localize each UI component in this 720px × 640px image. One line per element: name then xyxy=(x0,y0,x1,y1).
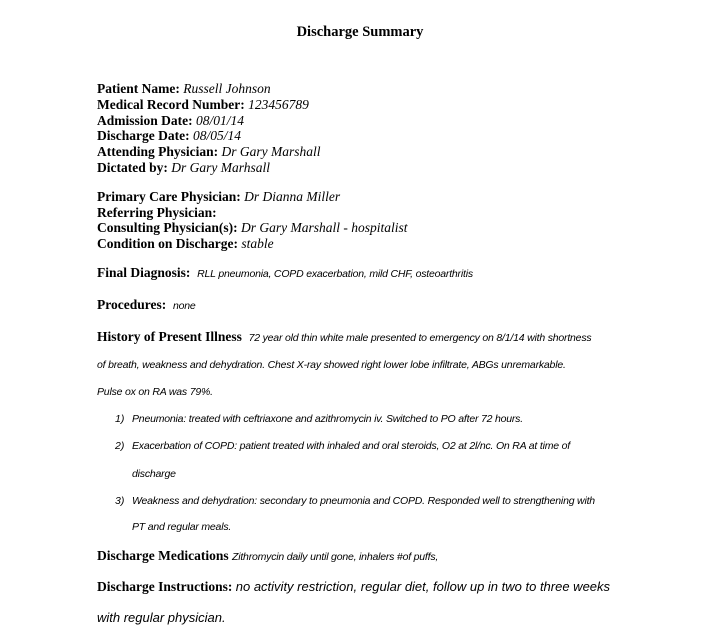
hpi-line: Pulse ox on RA was 79%. xyxy=(97,386,213,398)
list-item: Pneumonia: treated with ceftriaxone and azithromycin iv. Switched to PO after 72 hours. xyxy=(132,413,523,425)
discharge-medications: Discharge Medications Zithromycin daily until gone, inhalers #of puffs, xyxy=(97,548,439,563)
field-condition: Condition on Discharge: stable xyxy=(97,236,274,251)
hpi-line: of breath, weakness and dehydration. Chest X-ray showed right lower lobe infiltrate, ABGs unremarkable. xyxy=(97,359,566,371)
list-number: 1) xyxy=(115,413,125,425)
field-admission-date: Admission Date: 08/01/14 xyxy=(97,113,245,128)
list-item-continuation: discharge xyxy=(132,468,176,480)
discharge-instructions-continuation: with regular physician. xyxy=(97,610,226,625)
field-discharge-date: Discharge Date: 08/05/14 xyxy=(97,128,241,143)
field-mrn: Medical Record Number: 123456789 xyxy=(97,97,309,112)
field-consulting: Consulting Physician(s): Dr Gary Marshall - hospitalist xyxy=(97,220,408,235)
final-diagnosis: Final Diagnosis: RLL pneumonia, COPD exacerbation, mild CHF, osteoarthritis xyxy=(97,265,473,280)
list-number: 3) xyxy=(115,495,125,507)
field-dictated-by: Dictated by: Dr Gary Marhsall xyxy=(97,160,271,175)
document-title: Discharge Summary xyxy=(296,24,424,40)
list-item: Weakness and dehydration: secondary to pneumonia and COPD. Responded well to strengthening with xyxy=(132,495,595,507)
field-patient-name: Patient Name: Russell Johnson xyxy=(97,81,271,96)
list-item: Exacerbation of COPD: patient treated with inhaled and oral steroids, O2 at 2l/nc. On RA at time of xyxy=(132,440,570,452)
hpi-heading: History of Present Illness 72 year old thin white male presented to emergency on 8/1/14 with shortness xyxy=(97,329,592,344)
discharge-instructions: Discharge Instructions: no activity restriction, regular diet, follow up in two to three weeks xyxy=(97,579,611,594)
procedures: Procedures: none xyxy=(97,297,196,312)
field-attending: Attending Physician: Dr Gary Marshall xyxy=(97,144,321,159)
field-referring: Referring Physician: xyxy=(97,205,217,220)
list-number: 2) xyxy=(115,440,125,452)
list-item-continuation: PT and regular meals. xyxy=(132,521,232,533)
field-pcp: Primary Care Physician: Dr Dianna Miller xyxy=(97,189,341,204)
